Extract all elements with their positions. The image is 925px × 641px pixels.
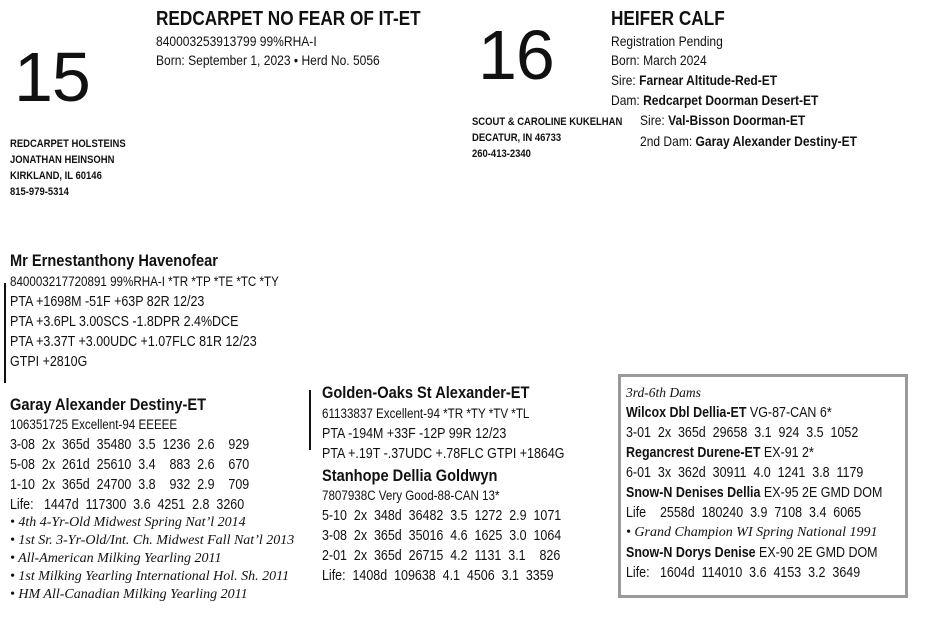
sire-detail-line: PTA +3.37T +3.00UDC +1.07FLC 81R 12/23 — [10, 334, 257, 350]
fifth-dam-name: Snow-N Denises Dellia — [626, 485, 761, 501]
owner-line: REDCARPET HOLSTEINS — [10, 138, 126, 150]
lot-15-name: REDCARPET NO FEAR OF IT-ET — [156, 8, 421, 30]
honor-item: • HM All-Canadian Milking Yearling 2011 — [10, 587, 248, 602]
sire-detail-line: PTA +3.6PL 3.00SCS -1.8DPR 2.4%DCE — [10, 314, 239, 330]
granddam-lifetime: Life: 1408d 109638 4.1 4506 3.1 3359 — [322, 568, 554, 584]
granddam-id: 7807938C Very Good-88-CAN 13* — [322, 488, 500, 503]
lot-16-second-dam-line — [640, 133, 857, 150]
honor-item: • All-American Milking Yearling 2011 — [10, 551, 222, 566]
maternal-sire-name: Val-Bisson Doorman-ET — [668, 112, 806, 128]
granddam-record: 5-10 2x 348d 36482 3.5 1272 2.9 1071 — [322, 508, 562, 524]
dam-label: Dam: — [611, 92, 640, 108]
lot-16-dam-line — [611, 92, 818, 109]
sire-details — [10, 272, 323, 372]
lot-15-number: 15 — [14, 38, 90, 116]
owner-line: DECATUR, IN 46733 — [472, 132, 562, 144]
sire-detail-line: 840003217720891 99%RHA-I *TR *TP *TE *TC *TY — [10, 274, 279, 289]
lot-15-id: 840003253913799 99%RHA-I — [156, 33, 317, 49]
lot-15-owner — [10, 136, 144, 200]
fifth-dam-line — [626, 483, 882, 503]
dam-record: 3-08 2x 365d 35480 3.5 1236 2.6 929 — [10, 437, 250, 453]
fourth-dam-class: EX-91 2* — [760, 445, 814, 461]
lot-15-born: Born: September 1, 2023 • Herd No. 5056 — [156, 52, 380, 68]
honor-item: • 1st Sr. 3-Yr-Old/Int. Ch. Midwest Fall Nat’l 2013 — [10, 533, 295, 548]
fifth-dam-record: Life 2558d 180240 3.9 7108 3.4 6065 — [626, 505, 862, 521]
lot-16-maternal-sire-line — [640, 112, 805, 129]
mgs-detail-line: PTA +.19T -.37UDC +.78FLC GTPI +1864G — [322, 446, 565, 462]
granddam-record: 3-08 2x 365d 35016 4.6 1625 3.0 1064 — [322, 528, 562, 544]
second-dam-label: 2nd Dam: — [640, 133, 693, 149]
sire-label: Sire: — [611, 72, 636, 88]
mgs-details — [322, 404, 604, 464]
granddam-record: 2-01 2x 365d 26715 4.2 1131 3.1 826 — [322, 548, 561, 564]
mgs-detail-line: 61133837 Excellent-94 *TR *TY *TV *TL — [322, 406, 530, 421]
lot-16-number: 16 — [478, 16, 554, 94]
granddam-details — [322, 486, 600, 586]
mgs-name: Golden-Oaks St Alexander-ET — [322, 383, 530, 402]
sixth-dam-class: EX-90 2E GMD DOM — [755, 545, 878, 561]
honor-item: • 1st Milking Yearling International Hol. Sh. 2011 — [10, 569, 290, 584]
dam-lifetime: Life: 1447d 117300 3.6 4251 2.8 3260 — [10, 497, 245, 513]
owner-line: 815-979-5314 — [10, 186, 69, 198]
dams-box-heading: 3rd-6th Dams — [626, 385, 701, 400]
third-dam-line — [626, 403, 882, 423]
owner-line: 260-413-2340 — [472, 148, 531, 160]
dam-name: Garay Alexander Destiny-ET — [10, 395, 207, 414]
dam-record: 5-08 2x 261d 25610 3.4 883 2.6 670 — [10, 457, 250, 473]
owner-line: KIRKLAND, IL 60146 — [10, 170, 102, 182]
dam-record: 1-10 2x 365d 24700 3.8 932 2.9 709 — [10, 477, 250, 493]
dam-details — [10, 415, 288, 515]
sixth-dam-line — [626, 543, 882, 563]
sire-detail-line: GTPI +2810G — [10, 354, 88, 370]
pedigree-bracket — [4, 283, 6, 383]
fourth-dam-line — [626, 443, 882, 463]
second-dam-name: Garay Alexander Destiny-ET — [695, 133, 858, 149]
sire-name: Farnear Altitude-Red-ET — [639, 72, 778, 88]
mgs-detail-line: PTA -194M +33F -12P 99R 12/23 — [322, 426, 507, 442]
lot-16-sire-line — [611, 72, 777, 89]
owner-line: SCOUT & CAROLINE KUKELHAN — [472, 116, 623, 128]
fifth-dam-honor: • Grand Champion WI Spring National 1991 — [626, 525, 878, 540]
maternal-bracket — [309, 390, 311, 450]
lot-16-owner — [472, 114, 647, 162]
lot-16-registration: Registration Pending — [611, 33, 723, 49]
dam-id: 106351725 Excellent-94 EEEEE — [10, 417, 178, 432]
fourth-dam-name: Regancrest Durene-ET — [626, 445, 761, 461]
dams-box-content — [626, 403, 924, 583]
dam-honors — [10, 514, 294, 604]
sixth-dam-record: Life: 1604d 114010 3.6 4153 3.2 3649 — [626, 565, 861, 581]
third-dam-name: Wilcox Dbl Dellia-ET — [626, 405, 747, 421]
granddam-name: Stanhope Dellia Goldwyn — [322, 466, 498, 485]
fifth-dam-class: EX-95 2E GMD DOM — [760, 485, 883, 501]
maternal-sire-label: Sire: — [640, 112, 665, 128]
sixth-dam-name: Snow-N Dorys Denise — [626, 545, 756, 561]
lot-16-born: Born: March 2024 — [611, 52, 707, 68]
sire-name: Mr Ernestanthony Havenofear — [10, 251, 218, 270]
fourth-dam-record: 6-01 3x 362d 30911 4.0 1241 3.8 1179 — [626, 465, 864, 481]
honor-item: • 4th 4-Yr-Old Midwest Spring Nat’l 2014 — [10, 515, 246, 530]
dam-name: Redcarpet Doorman Desert-ET — [643, 92, 819, 108]
third-dam-class: VG-87-CAN 6* — [746, 405, 832, 421]
owner-line: JONATHAN HEINSOHN — [10, 154, 115, 166]
lot-16-name: HEIFER CALF — [611, 8, 725, 30]
sire-detail-line: PTA +1698M -51F +63P 82R 12/23 — [10, 294, 205, 310]
third-dam-record: 3-01 2x 365d 29658 3.1 924 3.5 1052 — [626, 425, 859, 441]
